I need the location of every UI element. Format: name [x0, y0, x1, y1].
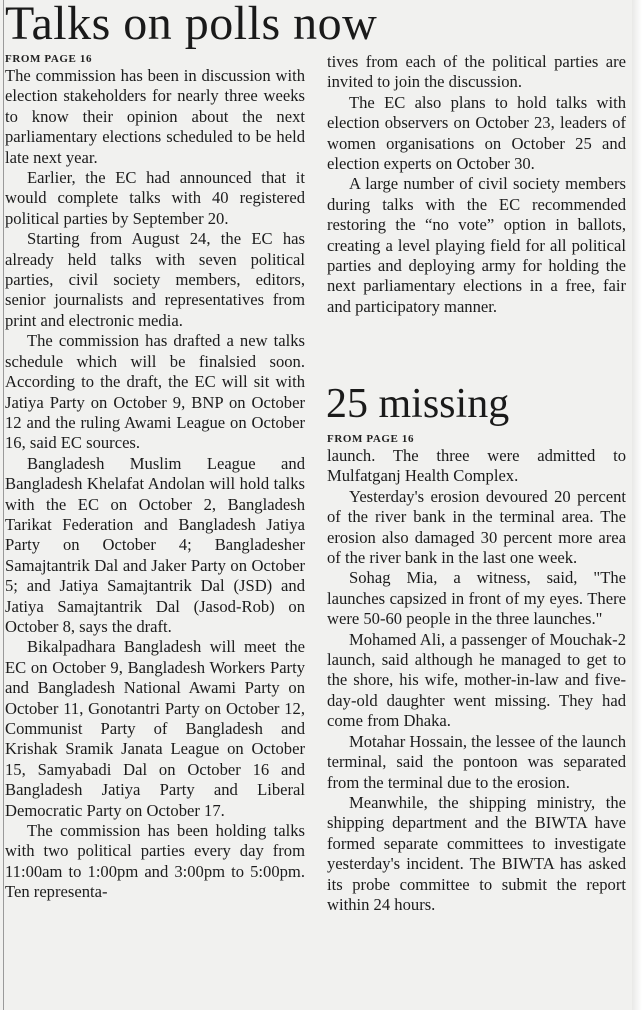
story2-kicker: FROM PAGE 16: [327, 433, 415, 445]
story1-paragraph: Bikalpadhara Bangladesh will meet the EC on October 9, Bangladesh Workers Party and Bangladesh National Awami Party on October 11, Gonotantri Party on October 12, Communist Party of Bangladesh and Krishak Sramik Janata League on October 15, Samyabadi Dal on October 16 and Bangladesh Jatiya Party and Liberal Democratic Party on October 17.: [5, 637, 305, 820]
story2-paragraph: Mohamed Ali, a passenger of Mouchak-2 launch, said although he managed to get to the shore, his wife, mother-in-law and five-day-old daughter went missing. They had come from Dhaka.: [327, 629, 626, 731]
story1-paragraph: The commission has been holding talks with two political parties every day from 11:00am to 1:00pm and 3:00pm to 5:00pm. Ten representa-: [5, 821, 305, 902]
story2-paragraph: launch. The three were admitted to Mulfatganj Health Complex.: [327, 446, 626, 486]
story2-paragraph: Motahar Hossain, the lessee of the launch terminal, said the pontoon was separated from the terminal due to the erosion.: [327, 731, 626, 792]
story1-headline: Talks on polls now: [5, 0, 378, 50]
story2-paragraph: Yesterday's erosion devoured 20 percent of the river bank in the terminal area. The erosion also damaged 30 percent more area of the river bank in the last one week.: [327, 486, 626, 568]
story1-paragraph: Bangladesh Muslim League and Bangladesh Khelafat Andolan will hold talks with the EC on October 2, Bangladesh Tarikat Federation and Bangladesh Jatiya Party on October 4; Bangladesher Samajtantrik Dal and Jaker Party on October 5; and Jatiya Samajtantrik Dal (JSD) and Jatiya Samajtantrik Dal (Jasod-Rob) on October 8, says the draft.: [5, 453, 305, 636]
story2-paragraph: Meanwhile, the shipping ministry, the shipping department and the BIWTA have formed separate committees to investigate yesterday's incident. The BIWTA has asked its probe committee to submit the report within 24 hours.: [327, 792, 626, 914]
story1-paragraph: Earlier, the EC had announced that it would complete talks with 40 registered political parties by September 20.: [5, 168, 305, 228]
story1-paragraph: The EC also plans to hold talks with election observers on October 23, leaders of women organisations on October 25 and election experts on October 30.: [327, 92, 626, 174]
page-edge: [632, 0, 642, 1010]
story1-paragraph: The commission has drafted a new talks schedule which will be finalsied soon. According to the draft, the EC will sit with Jatiya Party on October 9, BNP on October 12 and the ruling Awami League on October 16, said EC sources.: [5, 331, 305, 453]
story1-paragraph: Starting from August 24, the EC has already held talks with seven political parties, civil society members, editors, senior journalists and representatives from print and electronic media.: [5, 229, 305, 330]
story2-column: [327, 432, 626, 915]
story1-paragraph: A large number of civil society members during talks with the EC recommended restoring the “no vote” option in ballots, creating a level playing field for all political parties and deploying army for holding the next parliamentary elections in a free, fair and participatory manner.: [327, 174, 626, 316]
story1-paragraph: tives from each of the political parties are invited to join the discussion.: [327, 52, 626, 92]
story2-headline: 25 missing: [326, 381, 510, 427]
story1-right-column: [327, 52, 626, 317]
left-border-rule: [3, 0, 4, 1010]
story1-paragraph: The commission has been in discussion with election stakeholders for nearly three weeks to know their opinion about the next parliamentary elections scheduled to be held late next year.: [5, 66, 305, 167]
story1-kicker: FROM PAGE 16: [5, 53, 93, 65]
story2-paragraph: Sohag Mia, a witness, said, "The launches capsized in front of my eyes. There were 50-60 people in the three launches.": [327, 568, 626, 629]
story1-left-column: [5, 52, 305, 903]
